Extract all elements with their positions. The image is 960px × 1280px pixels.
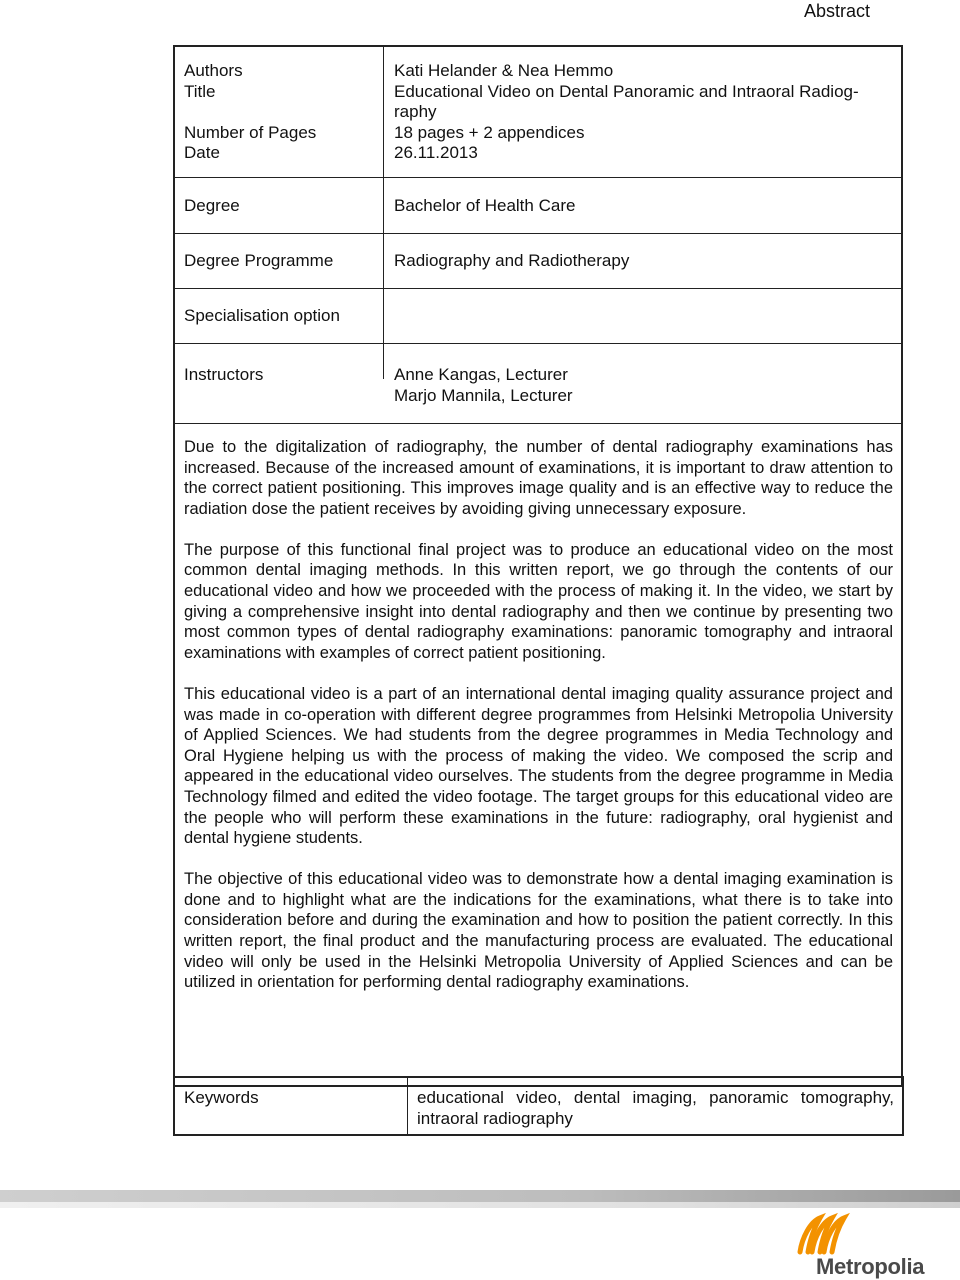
row-divider: [175, 288, 901, 289]
programme-label: Degree Programme: [184, 251, 334, 270]
instructor-2: Marjo Mannila, Lecturer: [394, 386, 573, 405]
degree-value: Bachelor of Health Care: [394, 196, 576, 215]
abstract-paragraph: The purpose of this functional final project was to produce an educational video on the most common dental imaging methods. In this written report, we go through the contents of our educational video and how we proceeded with the process of making it. In the video, we start by giving a comprehensive insight into dental radiography and then we continue by presenting two most common types of dental radiography examinations: panoramic tomography and intraoral examinations with examples of correct patient positioning.: [184, 540, 893, 662]
keywords-label: Keywords: [184, 1088, 259, 1107]
abstract-paragraph: The objective of this educational video was to demonstrate how a dental imaging examination is done and to highlight what are the indications for the examinations, what there is to take into consideration before and during the examination and how to position the patient correctly. In this written report, the final product and the manufacturing process are evaluated. The educational video will only be used in the Helsinki Metropolia University of Applied Sciences and can be utilized in orientation for performing dental radiography examinations.: [184, 870, 893, 992]
abstract-paragraph: This educational video is a part of an international dental imaging quality assurance project and was made in co-operation with different degree programmes from Helsinki Metropolia University of Applied Sciences. We had students from the degree programmes in Media Technology and Oral Hygiene helping us with the process of making the video. We composed the scrip and appeared in the educational video ourselves. The students from the degree programme in Media Technology filmed and edited the video footage. The target groups for this educational video are the people who will perform these examinations in the future: radiography, oral hygienist and dental hygiene students.: [184, 684, 893, 848]
programme-value: Radiography and Radiotherapy: [394, 251, 630, 270]
metropolia-logo-icon: [790, 1208, 950, 1258]
instructors-label: Instructors: [184, 365, 264, 384]
authors-label: Authors: [184, 61, 243, 80]
footer-band: [0, 1190, 960, 1202]
page-header-label: Abstract: [804, 1, 871, 21]
abstract-body: [184, 437, 893, 1013]
pages-label: Number of Pages: [184, 123, 317, 142]
date-value: 26.11.2013: [394, 143, 478, 162]
row-divider: [175, 233, 901, 234]
title-value-line1: Educational Video on Dental Panoramic and Intraoral Radiog-: [394, 82, 859, 101]
specialisation-label: Specialisation option: [184, 306, 340, 325]
column-divider: [407, 1078, 408, 1134]
abstract-paragraph: Due to the digitalization of radiography, the number of dental radiography examinations has increased. Because of the increased amount of examinations, it is important to draw attention to the correct patient positioning. This improves image quality and is an effective way to reduce the radiation dose the patient receives by avoiding giving unnecessary exposure.: [184, 438, 893, 518]
authors-value: Kati Helander & Nea Hemmo: [394, 61, 614, 80]
keywords-table: [173, 1076, 904, 1136]
row-divider: [175, 343, 901, 344]
row-divider: [175, 423, 901, 424]
title-value-line2: raphy: [394, 102, 437, 121]
logo-text: Metropolia: [816, 1254, 925, 1279]
column-divider: [383, 47, 384, 379]
degree-label: Degree: [184, 196, 240, 215]
title-label: Title: [184, 82, 216, 101]
date-label: Date: [184, 143, 220, 162]
pages-value: 18 pages + 2 appendices: [394, 123, 585, 142]
metropolia-logo: [790, 1208, 950, 1278]
row-divider: [175, 177, 901, 178]
instructor-1: Anne Kangas, Lecturer: [394, 365, 568, 384]
abstract-info-table: [173, 45, 903, 1087]
keywords-value: educational video, dental imaging, panoramic tomography, intraoral radiography: [417, 1088, 894, 1128]
